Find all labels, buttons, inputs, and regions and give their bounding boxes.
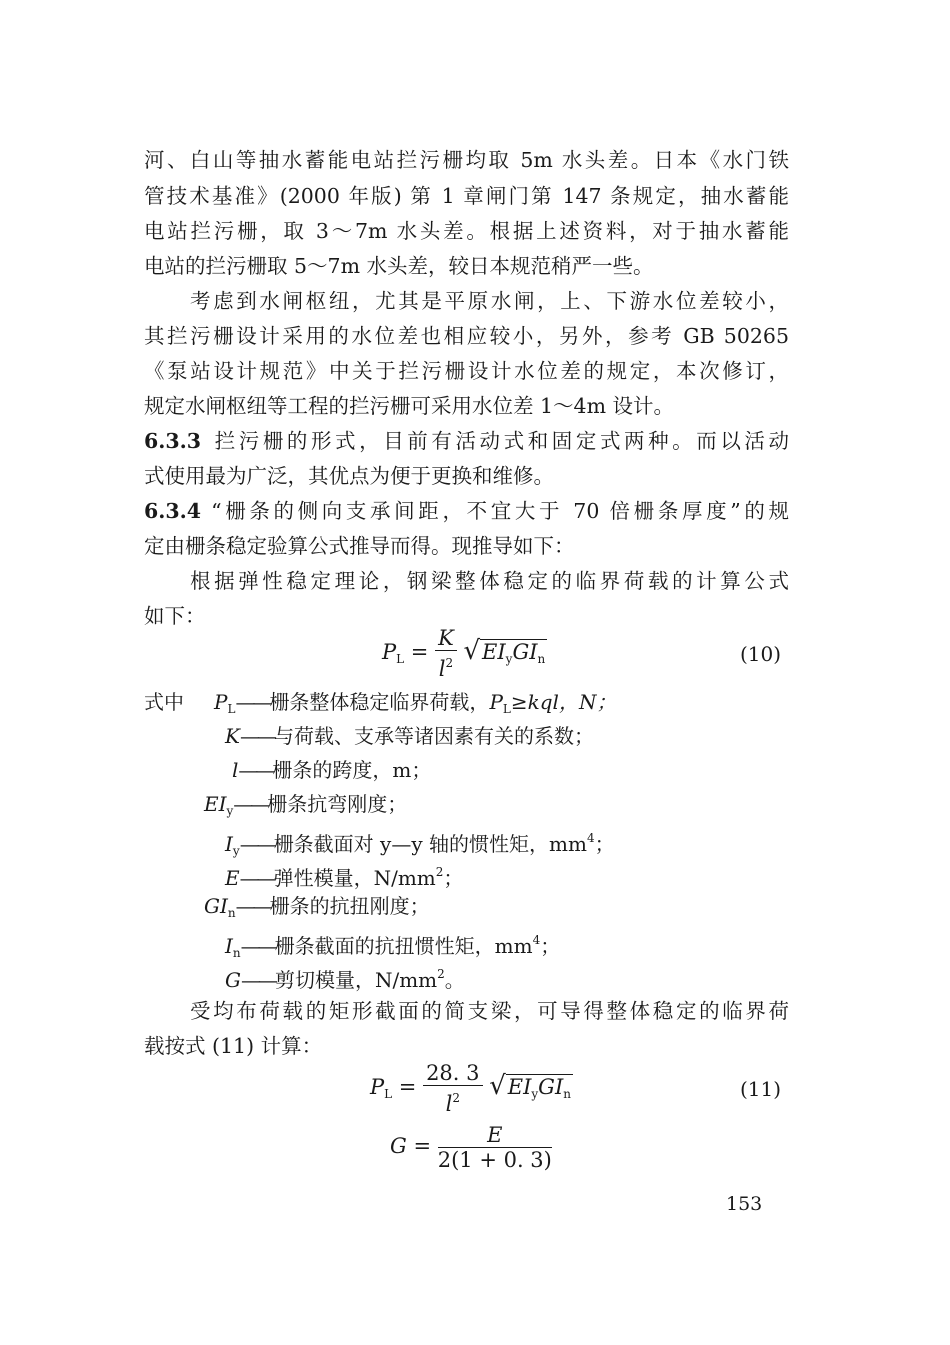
definition-item: G——剪切模量，$N/mm^2$。 — [225, 967, 465, 992]
text-line: 规定水闸枢纽等工程的拦污栅可采用水位差 1～4m 设计。 — [144, 394, 675, 418]
fraction: $\frac{E}{2(1 + 0. 3)}$ — [437, 1123, 552, 1172]
text-line: 电站的拦污栅取 5～7m 水头差，较日本规范稍严一些。 — [144, 254, 654, 278]
text-line: “栅条的侧向支承间距，不宜大于 70 倍栅条厚度”的规 — [211, 499, 789, 523]
where-intro: 式中 — [144, 690, 184, 714]
equation-11: $P_L$ = $\frac{28. 3}{l^2}$ $√EI_yGI_n$ — [370, 1061, 571, 1116]
text-line: 其拦污栅设计采用的水位差也相应较小，另外，参考 GB 50265 — [144, 324, 789, 348]
definition-item: l——栅条的跨度，m； — [232, 758, 432, 782]
definition-item: $GI_n——$栅条的抗扭刚度； — [204, 894, 430, 920]
equation-number: (11) — [740, 1077, 782, 1101]
text-line: 定由栅条稳定验算公式推导而得。现推导如下： — [144, 534, 575, 558]
definition-item: K——与荷载、支承等诸因素有关的系数； — [225, 724, 594, 748]
fraction: $\frac{K}{l^2}$ — [435, 626, 457, 681]
definition-item: $P_L——$栅条整体稳定临界荷载，$P_L\ge kql$，N； — [214, 690, 617, 716]
text-line: 河、白山等抽水蓄能电站拦污栅均取 5m 水头差。日本《水门铁 — [144, 148, 789, 172]
square-root: $√EI_yGI_n$ — [463, 636, 546, 666]
text-line: 管技术基准》(2000 年版) 第 1 章闸门第 147 条规定，抽水蓄能 — [144, 184, 789, 208]
page-number: 153 — [726, 1193, 763, 1215]
text-line: 《泵站设计规范》中关于拦污栅设计水位差的规定，本次修订， — [144, 359, 789, 383]
text-line: 如下： — [144, 604, 206, 628]
section-number: 6.3.3 — [144, 429, 202, 453]
definition-item: $I_n——$栅条截面的抗扭惯性矩，$mm^4$； — [225, 933, 561, 960]
definition-item: $I_y——$栅条截面对 y—y 轴的惯性矩，$mm^4$； — [225, 831, 615, 858]
text-line: 根据弹性稳定理论，钢梁整体稳定的临界荷载的计算公式 — [190, 569, 789, 593]
definition-item: E——弹性模量，$N/mm^2$； — [225, 865, 464, 890]
equation-10: $P_L$ = $\frac{K}{l^2}$ $√EI_yGI_n$ — [382, 626, 546, 681]
equation-shear-modulus: G = $\frac{E}{2(1 + 0. 3)}$ — [390, 1123, 552, 1172]
section-number: 6.3.4 — [144, 499, 202, 523]
text-line: 式使用最为广泛，其优点为便于更换和维修。 — [144, 464, 554, 488]
section-6-3-3 — [144, 424, 789, 458]
text-line: 受均布荷载的矩形截面的简支梁，可导得整体稳定的临界荷 — [190, 999, 789, 1023]
text-line: 考虑到水闸枢纽，尤其是平原水闸，上、下游水位差较小， — [190, 289, 789, 313]
section-6-3-4 — [144, 494, 789, 528]
square-root: $√EI_yGI_n$ — [489, 1071, 571, 1101]
fraction: $\frac{28. 3}{l^2}$ — [423, 1061, 482, 1116]
text-line: 拦污栅的形式，目前有活动式和固定式两种。而以活动 — [211, 429, 789, 453]
text-line: 载按式 (11) 计算： — [144, 1034, 323, 1058]
equation-number: (10) — [740, 642, 782, 666]
text-line: 电站拦污栅，取 3～7m 水头差。根据上述资料，对于抽水蓄能 — [144, 219, 789, 243]
definition-item: $EI_y——$栅条抗弯刚度； — [204, 792, 408, 818]
